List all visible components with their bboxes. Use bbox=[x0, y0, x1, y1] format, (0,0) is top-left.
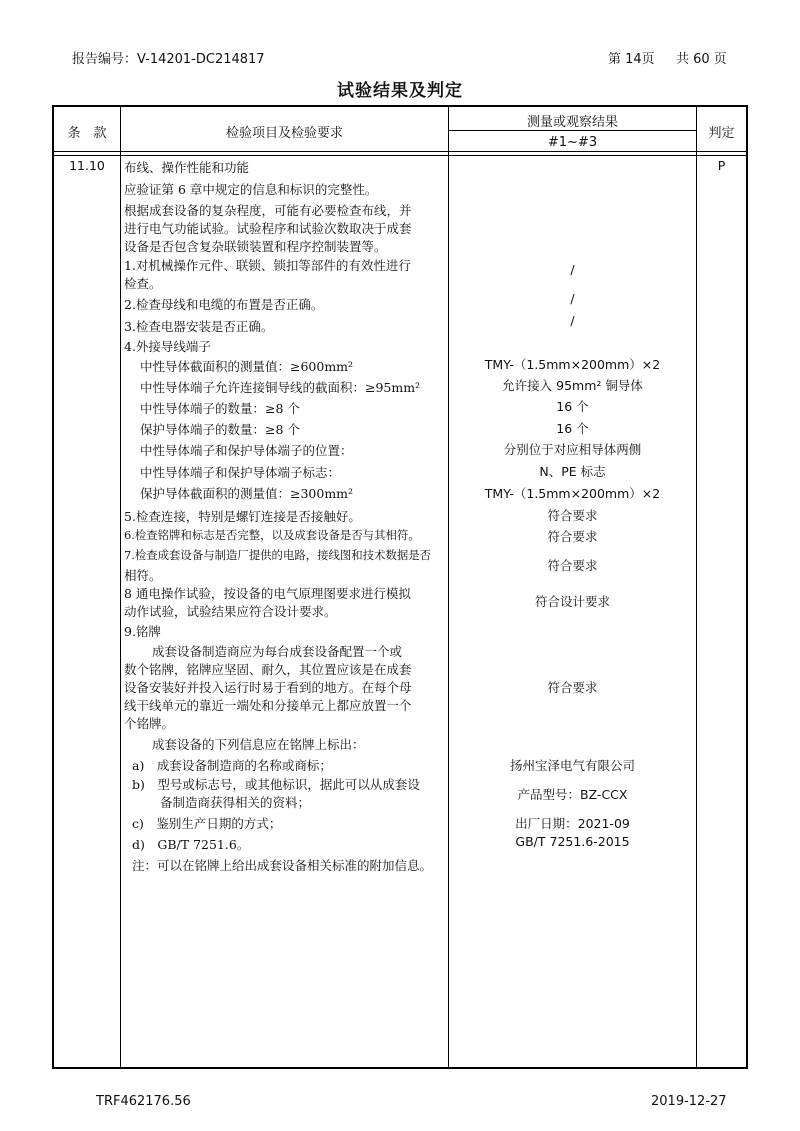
req-line: 1.对机械操作元件、联锁、锁扣等部件的有效性进行 bbox=[124, 258, 411, 273]
header-result: 测量或观察结果 bbox=[526, 115, 618, 130]
footer-date: 2019-12-27 bbox=[651, 1094, 727, 1109]
req-line: 应验证第 6 章中规定的信息和标识的完整性。 bbox=[124, 182, 378, 197]
result-subheader-divider bbox=[448, 130, 696, 131]
req-line: 布线、操作性能和功能 bbox=[124, 160, 250, 175]
col-divider-3 bbox=[696, 105, 697, 1069]
result-value: 允许接入 95mm² 铜导体 bbox=[502, 378, 643, 393]
clause-number: 11.10 bbox=[69, 158, 105, 173]
header-verdict: 判定 bbox=[708, 126, 735, 141]
req-line: 中性导体端子允许连接铜导线的截面积：≥95mm² bbox=[140, 380, 421, 395]
req-line: 设备是否包含复杂联锁装置和程序控制装置等。 bbox=[124, 239, 387, 254]
result-value: 符合要求 bbox=[547, 558, 598, 573]
result-value: 16 个 bbox=[556, 421, 589, 436]
req-line: 备制造商获得相关的资料； bbox=[160, 795, 311, 810]
result-value: 16 个 bbox=[556, 399, 589, 414]
report-number: 报告编号：V-14201-DC214817 bbox=[72, 52, 265, 67]
req-line: 保护导体端子的数量：≥8 个 bbox=[140, 422, 300, 437]
req-line: 2.检查母线和电缆的布置是否正确。 bbox=[124, 297, 324, 312]
result-value: 出厂日期：2021-09 bbox=[515, 816, 630, 831]
req-line: 中性导体端子和保护导体端子标志： bbox=[140, 465, 341, 480]
req-line: 7.检查成套设备与制造厂提供的电路，接线图和技术数据是否 bbox=[124, 548, 432, 562]
req-line: 中性导体截面积的测量值：≥600mm² bbox=[140, 359, 354, 374]
verdict-value: P bbox=[717, 158, 726, 173]
req-line: b) 型号或标志号，或其他标识，据此可以从成套设 bbox=[132, 777, 420, 792]
req-line: 数个铭牌，铭牌应坚固、耐久，其位置应该是在成套 bbox=[124, 662, 412, 677]
result-value: / bbox=[570, 291, 575, 306]
result-value: GB/T 7251.6-2015 bbox=[515, 834, 630, 849]
header-bottom-border bbox=[52, 151, 748, 152]
req-line: 成套设备的下列信息应在铭牌上标出： bbox=[152, 737, 365, 752]
req-line: 保护导体截面积的测量值：≥300mm² bbox=[140, 486, 354, 501]
req-line: 中性导体端子和保护导体端子的位置： bbox=[140, 443, 353, 458]
req-line: 动作试验，试验结果应符合设计要求。 bbox=[124, 604, 337, 619]
req-line: 成套设备制造商应为每台成套设备配置一个或 bbox=[152, 644, 403, 659]
req-line: 个铭牌。 bbox=[124, 716, 175, 731]
result-value: 符合要求 bbox=[547, 529, 598, 544]
req-line: 设备安装好并投入运行时易于看到的地方。在每个母 bbox=[124, 680, 412, 695]
result-value: 分别位于对应相导体两侧 bbox=[503, 442, 642, 457]
req-line: 5.检查连接，特别是螺钉连接是否接触好。 bbox=[124, 509, 361, 524]
req-line: 6.检查铭牌和标志是否完整，以及成套设备是否与其相符。 bbox=[124, 528, 420, 542]
req-line: 中性导体端子的数量：≥8 个 bbox=[140, 401, 300, 416]
result-value: 扬州宝泽电气有限公司 bbox=[509, 758, 635, 773]
header-requirement: 检验项目及检验要求 bbox=[225, 126, 343, 141]
req-line: 注：可以在铭牌上给出成套设备相关标准的附加信息。 bbox=[132, 858, 433, 873]
header-clause: 条 款 bbox=[67, 126, 107, 141]
page-title: 试验结果及判定 bbox=[337, 81, 463, 101]
result-value: N、PE 标志 bbox=[539, 464, 606, 479]
req-line: a) 成套设备制造商的名称或商标； bbox=[132, 758, 332, 773]
result-value: TMY-（1.5mm×200mm）×2 bbox=[484, 357, 661, 372]
req-line: 进行电气功能试验。试验程序和试验次数取决于成套 bbox=[124, 221, 412, 236]
table-left-border bbox=[52, 105, 54, 1069]
result-value: 产品型号：BZ-CCX bbox=[517, 787, 628, 802]
req-line: c) 鉴别生产日期的方式； bbox=[132, 816, 282, 831]
req-line: 线干线单元的靠近一端处和分接单元上都应放置一个 bbox=[124, 698, 412, 713]
result-value: 符合要求 bbox=[547, 508, 598, 523]
form-number: TRF462176.56 bbox=[96, 1094, 191, 1109]
req-line: 根据成套设备的复杂程度，可能有必要检查布线，并 bbox=[124, 203, 412, 218]
table-top-border bbox=[52, 105, 748, 107]
result-value: / bbox=[570, 313, 575, 328]
req-line: d) GB/T 7251.6。 bbox=[132, 837, 250, 852]
table-bottom-border bbox=[52, 1067, 748, 1069]
req-line: 检查。 bbox=[124, 276, 162, 291]
req-line: 9.铭牌 bbox=[124, 624, 161, 639]
col-divider-2 bbox=[448, 105, 449, 1069]
table-right-border bbox=[746, 105, 748, 1069]
header-result-sample: #1~#3 bbox=[547, 135, 598, 150]
result-value: 符合设计要求 bbox=[534, 594, 610, 609]
page-total: 共 60 页 bbox=[676, 52, 727, 67]
col-divider-1 bbox=[120, 105, 121, 1069]
result-value: 符合要求 bbox=[547, 680, 598, 695]
req-line: 3.检查电器安装是否正确。 bbox=[124, 319, 274, 334]
page-current: 第 14页 bbox=[608, 52, 655, 67]
result-value: TMY-（1.5mm×200mm）×2 bbox=[484, 486, 661, 501]
req-line: 8 通电操作试验，按设备的电气原理图要求进行模拟 bbox=[124, 586, 411, 601]
result-value: / bbox=[570, 262, 575, 277]
req-line: 相符。 bbox=[124, 568, 162, 583]
req-line: 4.外接导线端子 bbox=[124, 339, 211, 354]
header-bottom-border-2 bbox=[52, 155, 748, 156]
